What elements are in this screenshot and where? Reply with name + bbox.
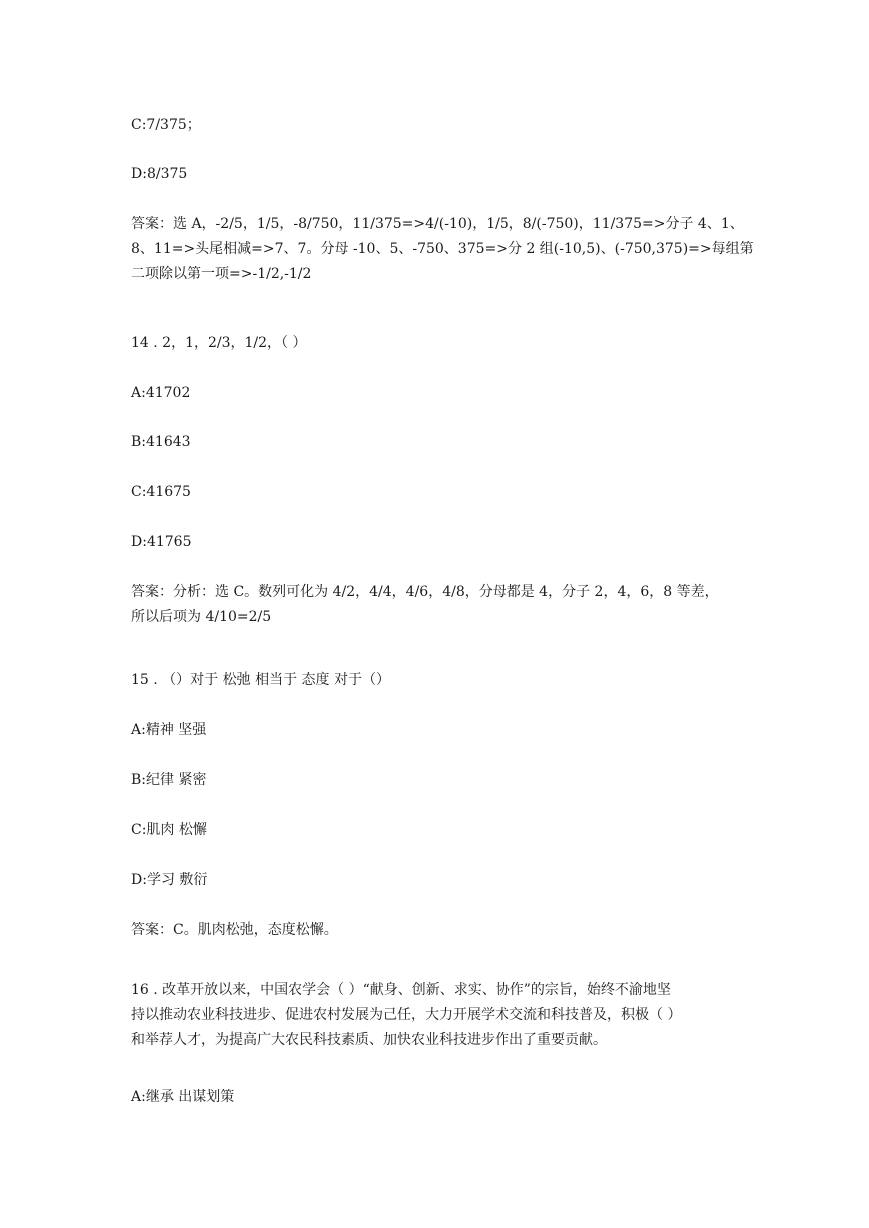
q15-option-b: B:纪律 紧密 xyxy=(131,772,207,788)
q13-answer-line: 二项除以第一项=>-1/2,-1/2 xyxy=(131,266,312,282)
q14-option-b: B:41643 xyxy=(131,434,191,450)
q15-option-c: C:肌肉 松懈 xyxy=(131,822,207,838)
q13-option-d: D:8/375 xyxy=(131,166,188,182)
q15-answer: 答案：C。肌肉松弛，态度松懈。 xyxy=(131,922,338,938)
q13-option-c: C:7/375； xyxy=(131,117,201,133)
q15-question: 15 . （）对于 松弛 相当于 态度 对于（） xyxy=(131,672,390,688)
q14-option-a: A:41702 xyxy=(131,385,191,401)
q15-option-a: A:精神 坚强 xyxy=(131,722,207,738)
q14-answer xyxy=(131,580,751,630)
q15-option-d: D:学习 敷衍 xyxy=(131,872,208,888)
q16-option-a: A:继承 出谋划策 xyxy=(131,1089,235,1105)
q14-option-d: D:41765 xyxy=(131,534,192,550)
q16-question xyxy=(131,978,751,1053)
q16-question-line: 持以推动农业科技进步、促进农村发展为己任，大力开展学术交流和科技普及，积极（ ） xyxy=(131,1007,682,1023)
q16-question-line: 16 . 改革开放以来，中国农学会（ ）“献身、创新、求实、协作”的宗旨，始终不渝地坚 xyxy=(131,982,671,998)
q14-question: 14 . 2，1，2/3，1/2，（ ） xyxy=(131,335,307,351)
q14-option-c: C:41675 xyxy=(131,484,191,500)
q16-question-line: 和举荐人才，为提高广大农民科技素质、加快农业科技进步作出了重要贡献。 xyxy=(131,1032,607,1048)
q14-answer-line: 所以后项为 4/10=2/5 xyxy=(131,609,272,625)
q13-answer-line: 答案：选 A，-2/5，1/5，-8/750，11/375=>4/(-10)，1/5，8/(-750)，11/375=>分子 4、1、 xyxy=(131,216,744,232)
q13-answer xyxy=(131,212,754,287)
q14-answer-line: 答案：分析：选 C。数列可化为 4/2，4/4，4/6，4/8，分母都是 4，分子 2，4，6，8 等差， xyxy=(131,584,719,600)
q13-answer-line: 8、11=>头尾相减=>7、7。分母 -10、5、-750、375=>分 2 组(-10,5)、(-750,375)=>每组第 xyxy=(131,241,754,257)
